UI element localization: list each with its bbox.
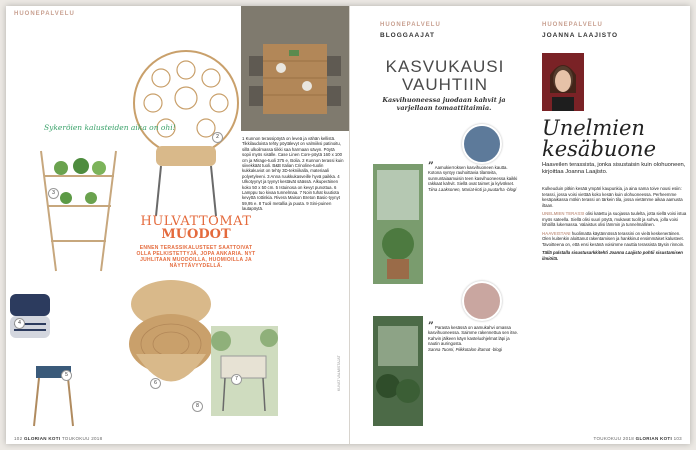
left-page [6, 6, 350, 444]
right-page [350, 6, 690, 444]
table-illustration [241, 6, 349, 131]
blog-heading: BLOGGAAJAT [380, 32, 436, 39]
peacock-chair-illustration [131, 48, 241, 218]
magazine-name: GLORIAN KOTI [23, 436, 61, 441]
column-title-line-2: kesäbuone [542, 137, 657, 161]
column-paragraph-3 [542, 231, 687, 248]
column-paragraph-1: Kulkeuduin pitkin kesää ympäri kaupunkia, ja aina sama toive nousi esiin: terassi, jossa voisi viettää koko kesän kuin olohuoneessa. Perheemme kesäpaikassa mökin terassi on tärkein tila, jossa vietämme aikaa aamusta iltaan. [542, 186, 683, 208]
stool-illustration [6, 356, 86, 436]
quote-text-2: Parasta kesässä on aamukahvi omassa kasvihuoneessa. Saimme rakennettua sen itse. Kahvin jälkeen käyn kasteluohjelmat läpi ja nautin auringosta. [428, 325, 519, 347]
headline-line-1: HULVATTOMAT [140, 214, 252, 229]
item-number: 2 [212, 132, 223, 143]
rattan-chair-illustration [126, 274, 216, 409]
column-note: Tällä palstalla sisustusarkkitehti Joanna Laajisto pohtii sisustamisen ilmiöitä. [542, 250, 683, 261]
item-number: 5 [61, 370, 72, 381]
section-label: HUONEPALVELU [14, 11, 75, 17]
cushions-illustration [6, 286, 56, 346]
quote-mark: ” [428, 161, 434, 172]
magazine-name: GLORIAN KOTI [635, 436, 673, 441]
quote-signature-2: Sanna Tuomi, Piikkotalon iltamat -blogi [428, 346, 502, 352]
headline-line-2: MUODOT [161, 227, 231, 242]
magazine-spread [6, 6, 690, 444]
blogger-portrait-1 [462, 124, 502, 164]
product-descriptions: 1 Kunnon terassipöytä on leveä ja vähän kellistä. Tikkilaudoista tehty pöytälevyt on valmiiksi patinoitu, sillä ulkoilmassa tiikki saa harmaan sävyn. Pöytä sopii myös sisälle. Case Linen Core-pöytä 160 x 100 cm ja Mirage-tuoli 375 e, Bolia. 2 Kunnon terassi kuin siivekkäät tuoli. B&B Italian Crinoline-tuolin kukkakuviot on tehty 3D-tekniikalla, materiaali polyetyleeni. 3 Anna ruukkukasveille hyvä paikka. 4 Ulkotyynyt ja tyynyt kestävät säässä. Alkuperäinen koko 50 x 50 cm. 5 Istuinosa on kevyt punottua. 6 Lamppu tuo kivaa tunnelmaa. 7 Noin tuhat kuutiota kevyttä rottinkia. Rivera Maison Breton Basic-tyynyt 59,95 e. 8 Tuoli metallia ja puuta. 9 Sini-puinen lautapöytä. [242, 136, 344, 212]
blogger-quote-1 [428, 161, 520, 192]
paragraph-text: olisi katettu ja suojassa tuulelta, jotta siellä voisi istua myös sateella. Siellä olisi suuri pöytä, mukavat tuolit ja sohva, jolla voisi löhöillä lukemassa. Valaistus olisi lämmin ja tunnelmallinen. [542, 211, 687, 227]
page-number: 103 [673, 436, 682, 441]
section-label-2: HUONEPALVELU [542, 22, 603, 28]
item-number: 3 [48, 188, 59, 199]
caption: Sykeröien kalusteiden aika on ohi! [44, 123, 176, 132]
blogger-portrait-2 [462, 281, 502, 321]
article-subtitle: Kasvihuoneessa juodaan kahvit ja varjellaan tomaattitaimia. [382, 96, 506, 112]
author-portrait [542, 53, 584, 111]
column-body [542, 186, 687, 264]
issue-date: TOUKOKUU 2018 [61, 436, 103, 441]
quote-mark: ” [428, 321, 434, 332]
issue-date: TOUKOKUU 2018 [593, 436, 635, 441]
paragraph-cap: HAAVEISTANI [542, 230, 571, 236]
page-number: 102 [14, 436, 23, 441]
photo-credit: KUVAT VALMISTAJAT [337, 355, 341, 391]
blogger-quote-2 [428, 321, 520, 352]
quote-signature-1: Tiina Laaksonen, Mariat-koti ja puutarha -blogi [428, 186, 517, 192]
section-label-1: HUONEPALVELU [380, 22, 441, 28]
column-lead: Haaveilen terassista, jonka sisustaisin kuin olohuoneen, kirjoittaa Joanna Laajisto. [542, 162, 686, 175]
item-number: 4 [14, 318, 25, 329]
paragraph-text: huolimatta käytännössä terassini on vielä keskeneräinen. Olen kuitenkin aloittanut rakentamisen ja hankkinut ensimmäiset kalusteet. Tavoitteena on, että ensi kesänä voisimme nauttia terassista täysin rinnoin. [542, 230, 685, 247]
table-photo [241, 6, 349, 131]
headline-block [136, 215, 256, 269]
column-title [542, 118, 656, 160]
paragraph-cap: UNELMIEN TERASSI [542, 211, 585, 216]
item-number: 8 [192, 401, 203, 412]
column-title-line-1: Unelmien [542, 116, 645, 140]
footer-right [594, 436, 683, 441]
greenhouse-photo-1 [373, 164, 423, 284]
greenhouse-photo-2 [373, 316, 423, 426]
column-paragraph-2 [542, 211, 687, 228]
item-number: 6 [150, 378, 161, 389]
author-heading: JOANNA LAAJISTO [542, 32, 619, 39]
headline-lead: ENNEN TERASSIKALUSTEET SAATTOIVAT OLLA PELKISTETTYJÄ, JOPA ANKARIA. NYT JUHLITAAN MUODOILLA, HUOMIOILLA JA NÄYTTÄVYYDELLÄ. [136, 245, 256, 269]
garden-photo [211, 326, 278, 416]
item-number: 7 [231, 374, 242, 385]
article-title: KASVUKAUSI VAUHTIIN [385, 57, 505, 94]
footer-left [14, 436, 102, 441]
shelf-illustration [36, 146, 121, 276]
quote-text-1: Aamukierroksen kasvihuoneen kautta. Kotona syntyy rauhoittavia tilanteita, sunnuntaiaamuisin teen kasvihuoneessa kaikki rakkaat kahvit. Siellä ovat taimet ja kylvökset. [428, 165, 518, 187]
